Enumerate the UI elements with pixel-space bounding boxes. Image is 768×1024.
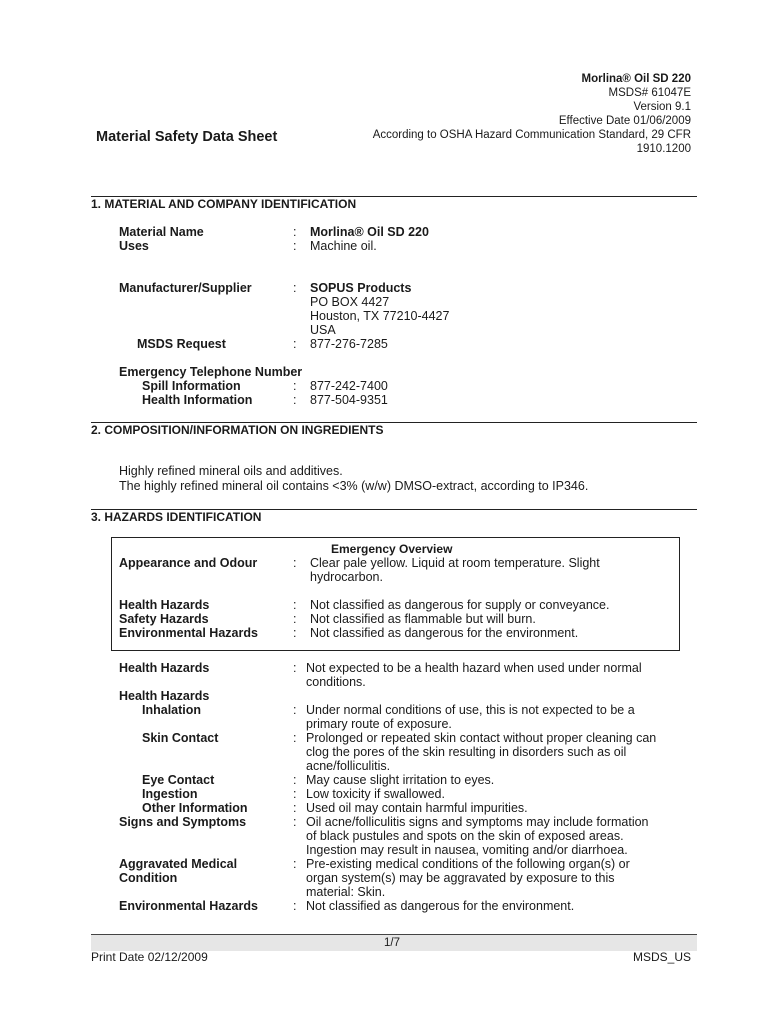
skin-value-2: clog the pores of the skin resulting in disorders such as oil [306, 745, 627, 759]
colon: : [293, 281, 297, 295]
box-env-row [119, 626, 688, 640]
version: Version 9.1 [633, 101, 691, 113]
health-info-label: Health Information [142, 393, 253, 407]
spill-row [119, 379, 688, 393]
emergency-row [119, 365, 688, 379]
skin-value-1: Prolonged or repeated skin contact without proper cleaning can [306, 731, 657, 745]
other-info-row [119, 801, 688, 815]
health-hazards-row-cont [119, 675, 688, 689]
address-line-3: USA [310, 323, 336, 337]
section-1-heading: 1. MATERIAL AND COMPANY IDENTIFICATION [91, 197, 357, 211]
aggravated-label-2: Condition [119, 871, 178, 885]
signs-value-1: Oil acne/folliculitis signs and symptoms may include formation [306, 815, 649, 829]
inhalation-row [119, 703, 688, 717]
aggravated-row-cont [119, 885, 688, 899]
signs-row-cont [119, 843, 688, 857]
spill-value: 877-242-7400 [310, 379, 388, 393]
colon: : [293, 773, 297, 787]
material-name-value: Morlina® Oil SD 220 [310, 225, 429, 239]
health-info-row [119, 393, 688, 407]
colon: : [293, 598, 297, 612]
aggravated-value-3: material: Skin. [306, 885, 386, 899]
eye-row [119, 773, 688, 787]
colon: : [293, 612, 297, 626]
supplier-name: SOPUS Products [310, 281, 412, 295]
signs-row-cont [119, 829, 688, 843]
aggravated-value-1: Pre-existing medical conditions of the following organ(s) or [306, 857, 630, 871]
env-hazards-row [119, 899, 688, 913]
manufacturer-row [119, 281, 688, 295]
colon: : [293, 661, 297, 675]
inhalation-value-2: primary route of exposure. [306, 717, 452, 731]
colon: : [293, 379, 297, 393]
msds-request-row [119, 337, 688, 351]
address-line-1: PO BOX 4427 [310, 295, 390, 309]
colon: : [293, 393, 297, 407]
env-hazards-label: Environmental Hazards [119, 899, 258, 913]
msds-request-label: MSDS Request [137, 337, 226, 351]
composition-line-2: The highly refined mineral oil contains <3% (w/w) DMSO-extract, according to IP346. [119, 479, 589, 493]
ingestion-row [119, 787, 688, 801]
effective-date: Effective Date 01/06/2009 [558, 115, 691, 127]
aggravated-row-cont [119, 871, 688, 885]
skin-row-cont [119, 759, 688, 773]
health-hazards-label-2: Health Hazards [119, 689, 210, 703]
page-title: Material Safety Data Sheet [96, 129, 278, 145]
section-3-heading: 3. HAZARDS IDENTIFICATION [91, 510, 262, 524]
colon: : [293, 239, 297, 253]
standard-line-1: According to OSHA Hazard Communication Standard, 29 CFR [372, 129, 691, 141]
emergency-label: Emergency Telephone Number [119, 365, 303, 379]
other-info-value: Used oil may contain harmful impurities. [306, 801, 528, 815]
box-safety-value: Not classified as flammable but will burn. [310, 612, 536, 626]
eye-value: May cause slight irritation to eyes. [306, 773, 495, 787]
signs-row [119, 815, 688, 829]
aggravated-value-2: organ system(s) may be aggravated by exposure to this [306, 871, 615, 885]
colon: : [293, 857, 297, 871]
uses-label: Uses [119, 239, 149, 253]
box-health-value: Not classified as dangerous for supply or conveyance. [310, 598, 610, 612]
aggravated-label-1: Aggravated Medical [119, 857, 238, 871]
eye-label: Eye Contact [142, 773, 215, 787]
ingestion-value: Low toxicity if swallowed. [306, 787, 445, 801]
section-2-heading: 2. COMPOSITION/INFORMATION ON INGREDIENTS [91, 423, 384, 437]
emergency-overview-title: Emergency Overview [331, 542, 453, 556]
address-line-2: Houston, TX 77210-4427 [310, 309, 450, 323]
print-date: Print Date 02/12/2009 [91, 950, 208, 964]
skin-value-3: acne/folliculitis. [306, 759, 391, 773]
health-hazards-subheading [119, 689, 688, 703]
appearance-value-1: Clear pale yellow. Liquid at room temperature. Slight [310, 556, 600, 570]
address-row [119, 309, 688, 323]
colon: : [293, 703, 297, 717]
signs-label: Signs and Symptoms [119, 815, 247, 829]
inhalation-value-1: Under normal conditions of use, this is not expected to be a [306, 703, 635, 717]
appearance-value-2: hydrocarbon. [310, 570, 383, 584]
appearance-row-cont [119, 570, 688, 584]
appearance-label: Appearance and Odour [119, 556, 258, 570]
colon: : [293, 225, 297, 239]
colon: : [293, 337, 297, 351]
appearance-row [119, 556, 688, 570]
health-info-value: 877-504-9351 [310, 393, 388, 407]
box-health-label: Health Hazards [119, 598, 210, 612]
signs-value-3: Ingestion may result in nausea, vomiting and/or diarrhoea. [306, 843, 628, 857]
skin-row [119, 731, 688, 745]
address-row [119, 295, 688, 309]
colon: : [293, 899, 297, 913]
material-name-label: Material Name [119, 225, 204, 239]
msds-request-value: 877-276-7285 [310, 337, 388, 351]
msds-number: MSDS# 61047E [608, 87, 691, 99]
manufacturer-label: Manufacturer/Supplier [119, 281, 252, 295]
colon: : [293, 556, 297, 570]
skin-label: Skin Contact [142, 731, 219, 745]
box-health-row [119, 598, 688, 612]
uses-row [119, 239, 688, 253]
aggravated-row [119, 857, 688, 871]
box-safety-label: Safety Hazards [119, 612, 209, 626]
colon: : [293, 801, 297, 815]
signs-value-2: of black pustules and spots on the skin of exposed areas. [306, 829, 624, 843]
colon: : [293, 787, 297, 801]
inhalation-row-cont [119, 717, 688, 731]
inhalation-label: Inhalation [142, 703, 202, 717]
colon: : [293, 815, 297, 829]
standard-line-2: 1910.1200 [636, 143, 691, 155]
box-safety-row [119, 612, 688, 626]
health-hazards-value-1: Not expected to be a health hazard when used under normal [306, 661, 642, 675]
composition-line-1: Highly refined mineral oils and additives. [119, 464, 343, 478]
spill-label: Spill Information [142, 379, 241, 393]
env-hazards-value: Not classified as dangerous for the environment. [306, 899, 575, 913]
other-info-label: Other Information [142, 801, 248, 815]
ingestion-label: Ingestion [142, 787, 198, 801]
document-header-info [373, 72, 691, 156]
box-env-value: Not classified as dangerous for the environment. [310, 626, 579, 640]
address-row [119, 323, 688, 337]
health-hazards-value-2: conditions. [306, 675, 366, 689]
colon: : [293, 626, 297, 640]
colon: : [293, 731, 297, 745]
page-number: 1/7 [384, 937, 400, 949]
health-hazards-row [119, 661, 688, 675]
uses-value: Machine oil. [310, 239, 377, 253]
health-hazards-label: Health Hazards [119, 661, 210, 675]
document-code: MSDS_US [632, 950, 691, 964]
material-name-row [119, 225, 688, 239]
skin-row-cont [119, 745, 688, 759]
product-name: Morlina® Oil SD 220 [581, 73, 691, 85]
box-env-label: Environmental Hazards [119, 626, 258, 640]
